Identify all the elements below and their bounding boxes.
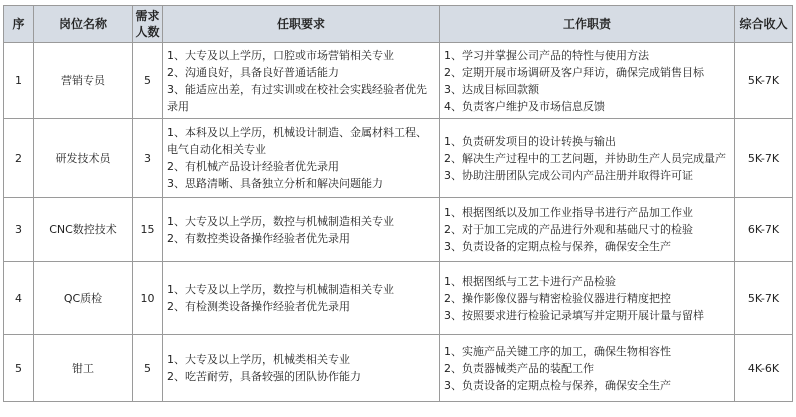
table-row [4,335,793,402]
header-salary: 综合收入 [735,6,793,43]
requirement-item: 1、大专及以上学历，数控与机械制造相关专业 [167,283,394,296]
table-row [4,43,793,119]
requirement-item: 1、大专及以上学历，数控与机械制造相关专业 [167,214,394,228]
duties-cell [440,198,735,262]
job-table [3,5,793,402]
job-title: QC质检 [34,262,133,335]
salary: 5K-7K [735,262,793,335]
table-row [4,119,793,198]
requirement-item: 3、思路清晰、具备独立分析和解决问题能力 [167,177,383,190]
table-row [4,262,793,335]
duties-cell [440,262,735,335]
header-index: 序 [4,6,34,43]
duty-item: 1、根据图纸以及加工作业指导书进行产品加工作业 [444,206,693,219]
salary: 5K-7K [735,119,793,198]
header-duties: 工作职责 [440,6,735,43]
requirement-item: 1、本科及以上学历，机械设计制造、金属材料工程、电气自动化相关专业 [167,126,427,156]
row-index: 5 [4,335,34,402]
header-count: 需求人数 [133,6,163,43]
duties-cell [440,43,735,119]
job-title: 营销专员 [34,43,133,119]
duty-item: 1、根据图纸与工艺卡进行产品检验 [444,274,616,288]
header-requirements: 任职要求 [163,6,440,43]
duty-item: 3、协助注册团队完成公司内产品注册并取得许可证 [444,168,693,182]
duties-cell [440,119,735,198]
duty-item: 2、定期开展市场调研及客户拜访，确保完成销售目标 [444,65,704,79]
duty-item: 3、达成目标回款额 [444,82,539,96]
duties-cell [440,335,735,402]
duty-item: 4、负责客户维护及市场信息反馈 [444,99,605,113]
salary: 6K-7K [735,198,793,262]
row-index: 3 [4,198,34,262]
duty-item: 2、操作影像仪器与精密检验仪器进行精度把控 [444,291,671,305]
duty-item: 2、对于加工完成的产品进行外观和基础尺寸的检验 [444,223,693,236]
table-row [4,198,793,262]
requirement-item: 2、有数控类设备操作经验者优先录用 [167,231,350,245]
duty-item: 1、负责研发项目的设计转换与输出 [444,134,616,148]
row-index: 2 [4,119,34,198]
job-title: CNC数控技术 [34,198,133,262]
requirement-item: 3、能适应出差，有过实训或在校社会实践经验者优先录用 [167,82,427,113]
requirement-item: 2、有检测类设备操作经验者优先录用 [167,300,350,313]
salary: 5K-7K [735,43,793,119]
requirement-item: 2、吃苦耐劳，具备较强的团队协作能力 [167,370,361,383]
row-index: 4 [4,262,34,335]
duty-item: 2、解决生产过程中的工艺问题，并协助生产人员完成量产 [444,151,726,165]
job-title: 钳工 [34,335,133,402]
headcount: 3 [133,119,163,198]
duty-item: 3、按照要求进行检验记录填写并定期开展计量与留样 [444,308,704,322]
duty-item: 1、实施产品关键工序的加工，确保生物相容性 [444,344,671,358]
requirements-cell [163,198,440,262]
requirements-cell [163,119,440,198]
headcount: 5 [133,43,163,119]
requirement-item: 1、大专及以上学历，口腔或市场营销相关专业 [167,48,394,62]
requirements-cell [163,43,440,119]
header-title: 岗位名称 [34,6,133,43]
requirement-item: 2、有机械产品设计经验者优先录用 [167,160,339,173]
duty-item: 3、负责设备的定期点检与保养，确保安全生产 [444,378,671,392]
header-row [4,6,793,43]
salary: 4K-6K [735,335,793,402]
job-title: 研发技术员 [34,119,133,198]
headcount: 15 [133,198,163,262]
requirement-item: 2、沟通良好，具备良好普通话能力 [167,65,339,79]
duty-item: 3、负责设备的定期点检与保养，确保安全生产 [444,240,671,253]
requirements-cell [163,335,440,402]
duty-item: 2、负责器械类产品的装配工作 [444,361,594,375]
headcount: 10 [133,262,163,335]
row-index: 1 [4,43,34,119]
duty-item: 1、学习并掌握公司产品的特性与使用方法 [444,48,649,62]
requirements-cell [163,262,440,335]
requirement-item: 1、大专及以上学历，机械类相关专业 [167,353,350,366]
headcount: 5 [133,335,163,402]
